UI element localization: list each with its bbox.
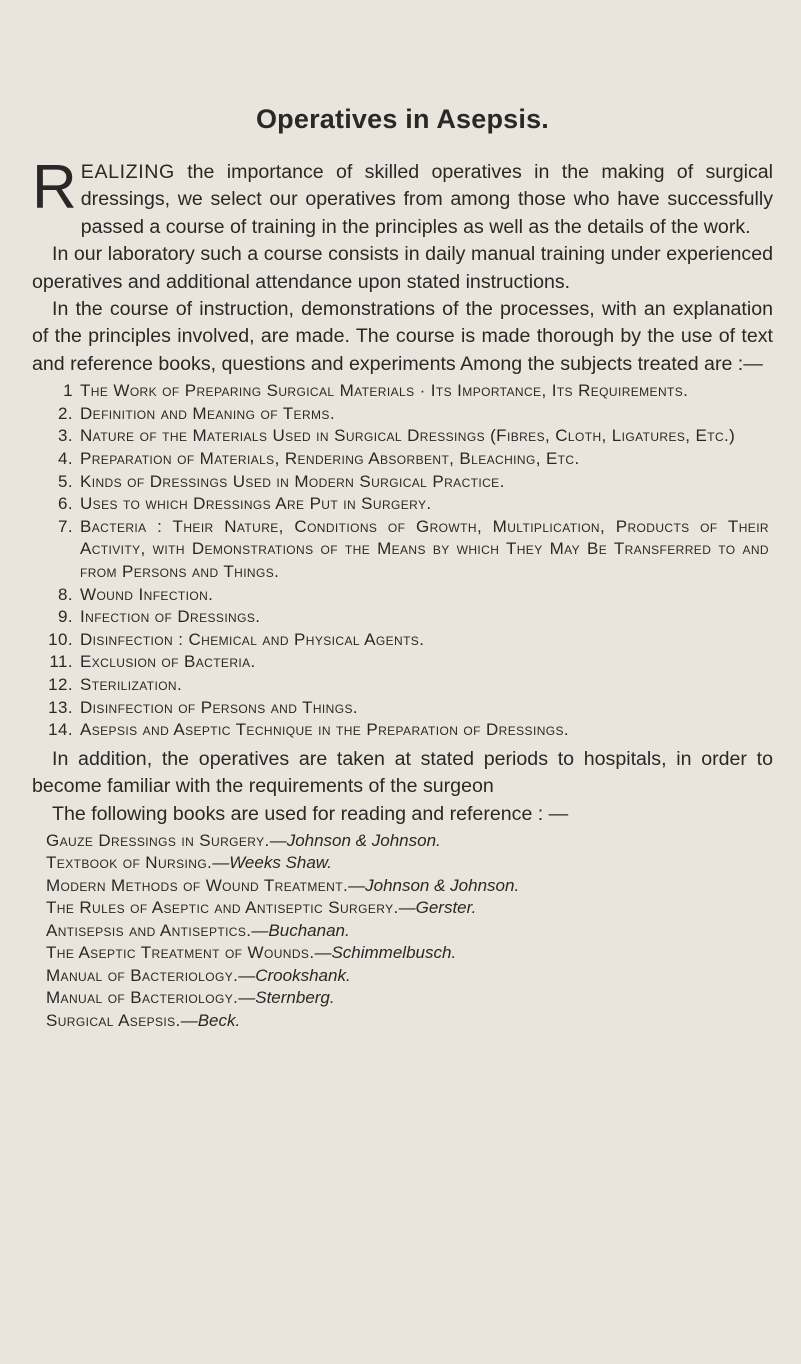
book-title: Manual of Bacteriology. (46, 988, 239, 1008)
list-item (32, 674, 773, 697)
page-title: Operatives in Asepsis. (255, 104, 550, 134)
list-item-number: 14. (48, 720, 73, 740)
list-item-number: 3. (58, 426, 73, 446)
list-item (32, 380, 773, 403)
intro-text: the importance of skilled operatives in the making of surgical dressings, we select our operatives from among those who have successfully passed a course of training in the principles as well as the details of the work. (80, 161, 773, 238)
list-item-text: Kinds of Dressings Used in Modern Surgical Practice. (80, 471, 505, 491)
list-item-text: Uses to which Dressings Are Put in Surgery. (80, 494, 432, 514)
book-title: The Aseptic Treatment of Wounds. (46, 943, 315, 963)
book-title: Manual of Bacteriology. (46, 965, 239, 985)
list-item-text: Definition and Meaning of Terms. (80, 403, 335, 423)
paragraph-books-intro: The following books are used for reading and reference : — (52, 802, 569, 825)
book-author: —Sternberg. (238, 988, 335, 1008)
book-entry (32, 897, 773, 920)
reference-books-list (32, 830, 773, 1033)
list-item-text: Exclusion of Bacteria. (80, 652, 256, 672)
list-item (32, 448, 773, 471)
list-item (32, 697, 773, 720)
list-item-text: Disinfection of Persons and Things. (80, 697, 358, 717)
list-item-text: Wound Infection. (80, 584, 214, 604)
list-item (32, 493, 773, 516)
book-author: —Beck. (180, 1010, 241, 1030)
list-item-text: Asepsis and Aseptic Technique in the Preparation of Dressings. (80, 720, 570, 740)
book-title: The Rules of Aseptic and Antiseptic Surgery. (46, 898, 399, 918)
book-author: —Gerster. (398, 898, 477, 918)
list-item (32, 606, 773, 629)
book-title: Textbook of Nursing. (46, 853, 213, 873)
list-item-number: 4. (58, 449, 73, 469)
book-entry (32, 852, 773, 875)
list-item-text: The Work of Preparing Surgical Materials · Its Importance, Its Requirements. (80, 381, 689, 401)
book-author: —Johnson & Johnson. (348, 875, 520, 895)
list-item-number: 1 (63, 381, 73, 401)
list-item-number: 2. (58, 403, 73, 423)
list-item-number: 9. (58, 607, 73, 627)
list-item-number: 13. (48, 697, 73, 717)
paragraph-instruction: In the course of instruction, demonstrations of the processes, with an explanation of the principles involved, are made. The course is made thorough by the use of text and reference books, questions and experiments Among the subjects treated are :— (32, 298, 773, 375)
list-item-number: 7. (58, 516, 73, 536)
subjects-list (32, 380, 773, 742)
book-entry (32, 965, 773, 988)
list-item-number: 6. (58, 494, 73, 514)
list-item-text: Infection of Dressings. (80, 607, 261, 627)
intro-paragraph (32, 153, 773, 241)
list-item-text: Sterilization. (80, 674, 183, 694)
list-item (32, 719, 773, 742)
list-item (32, 629, 773, 652)
book-title: Modern Methods of Wound Treatment. (46, 875, 349, 895)
book-entry (32, 1010, 773, 1033)
book-entry (32, 987, 773, 1010)
list-item-text: Nature of the Materials Used in Surgical Dressings (Fibres, Cloth, Ligatures, Etc.) (80, 426, 736, 446)
book-title: Surgical Asepsis. (46, 1010, 181, 1030)
book-title: Gauze Dressings in Surgery. (46, 830, 270, 850)
book-entry (32, 920, 773, 943)
list-item-text: Bacteria : Their Nature, Conditions of Growth, Multiplication, Products of Their Activity, with Demonstrations of the Means by which They May Be Transferred to and from Persons and Things. (80, 516, 769, 581)
list-item (32, 471, 773, 494)
list-item (32, 425, 773, 448)
book-author: —Weeks Shaw. (212, 853, 332, 873)
list-item (32, 403, 773, 426)
list-item-number: 5. (58, 471, 73, 491)
list-item-number: 10. (48, 629, 73, 649)
book-entry (32, 830, 773, 853)
list-item (32, 651, 773, 674)
list-item-number: 11. (49, 652, 73, 672)
drop-cap: R (32, 153, 77, 222)
book-author: —Johnson & Johnson. (269, 830, 441, 850)
list-item-text: Disinfection : Chemical and Physical Agents. (80, 629, 425, 649)
book-entry (32, 942, 773, 965)
list-item-text: Preparation of Materials, Rendering Absorbent, Bleaching, Etc. (80, 449, 580, 469)
book-author: —Crookshank. (238, 965, 351, 985)
book-entry (32, 875, 773, 898)
book-title: Antisepsis and Antiseptics. (46, 920, 252, 940)
intro-lead-word: EALIZING (80, 161, 175, 183)
list-item (32, 584, 773, 607)
list-item-number: 8. (58, 584, 73, 604)
list-item (32, 516, 773, 584)
book-author: —Buchanan. (251, 920, 350, 940)
paragraph-hospitals: In addition, the operatives are taken at stated periods to hospitals, in order to become familiar with the requirements of the surgeon (32, 747, 773, 798)
paragraph-laboratory: In our laboratory such a course consists in daily manual training under experienced operatives and additional attendance upon stated instructions. (32, 243, 773, 293)
list-item-number: 12. (48, 674, 73, 694)
book-author: —Schimmelbusch. (314, 943, 457, 963)
